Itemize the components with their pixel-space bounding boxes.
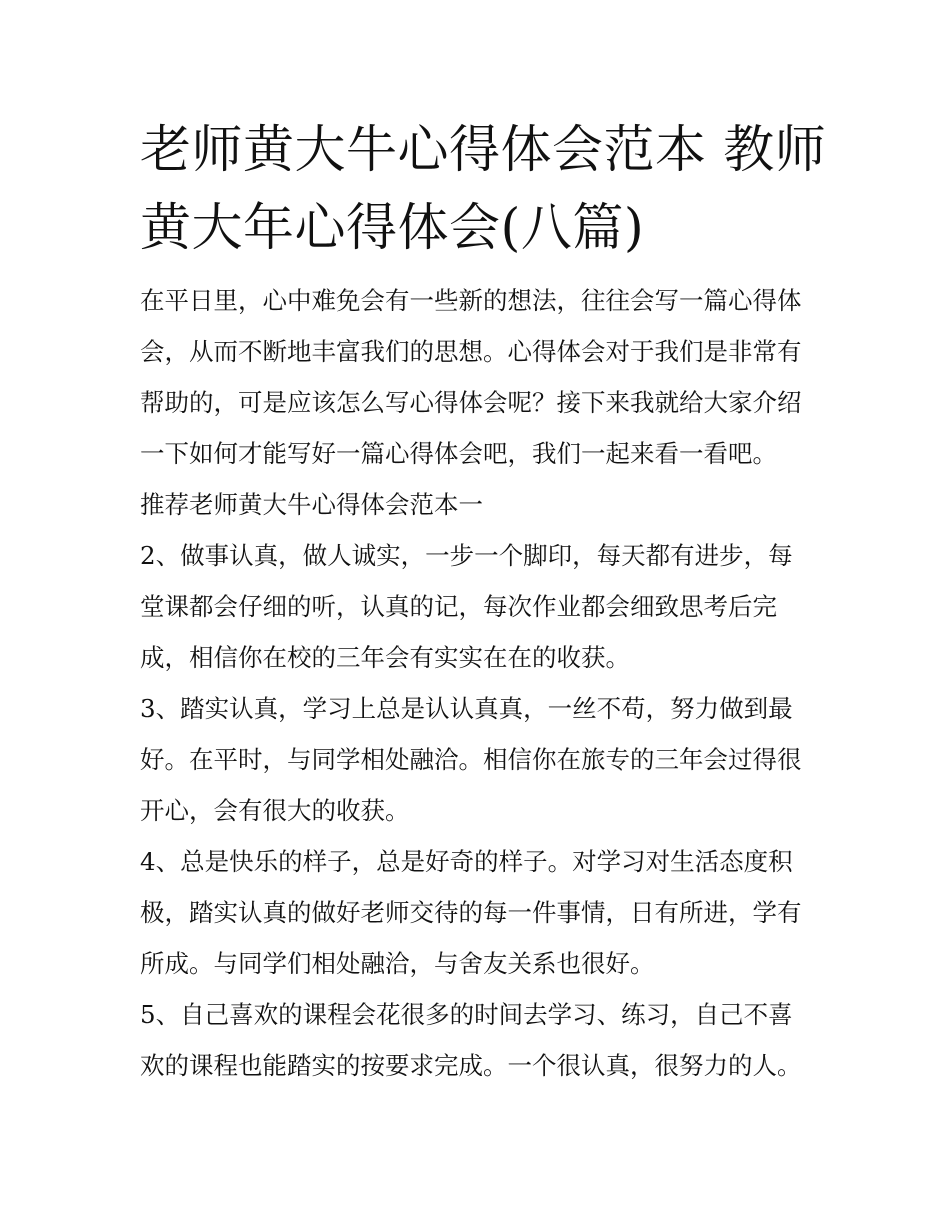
text-line: 好。在平时，与同学相处融洽。相信你在旅专的三年会过得很 <box>140 745 802 774</box>
text-line: 一下如何才能写好一篇心得体会吧，我们一起来看一看吧。 <box>140 439 777 468</box>
title-line-1: 老师黄大牛心得体会范本 教师 <box>140 121 827 180</box>
text-line: 4、总是快乐的样子，总是好奇的样子。对学习对生活态度积 <box>140 847 793 876</box>
text-line: 开心，会有很大的收获。 <box>140 796 410 825</box>
text-line: 3、踏实认真，学习上总是认认真真，一丝不苟，努力做到最 <box>140 694 793 723</box>
text-line: 成，相信你在校的三年会有实实在在的收获。 <box>140 643 630 672</box>
document-title <box>140 112 827 268</box>
text-line: 5、自己喜欢的课程会花很多的时间去学习、练习，自己不喜 <box>140 1000 793 1029</box>
text-line: 帮助的，可是应该怎么写心得体会呢？接下来我就给大家介绍 <box>140 388 802 417</box>
text-line: 堂课都会仔细的听，认真的记，每次作业都会细致思考后完 <box>140 592 777 621</box>
text-line: 会，从而不断地丰富我们的思想。心得体会对于我们是非常有 <box>140 337 802 366</box>
section-heading: 推荐老师黄大牛心得体会范本一 <box>140 490 483 519</box>
text-line: 在平日里，心中难免会有一些新的想法，往往会写一篇心得体 <box>140 286 802 315</box>
text-line: 所成。与同学们相处融洽，与舍友关系也很好。 <box>140 949 655 978</box>
text-line: 欢的课程也能踏实的按要求完成。一个很认真，很努力的人。 <box>140 1051 802 1080</box>
title-line-2: 黄大年心得体会(八篇) <box>140 199 645 258</box>
text-line: 极，踏实认真的做好老师交待的每一件事情，日有所进，学有 <box>140 898 802 927</box>
document-body <box>140 275 830 1091</box>
text-line: 2、做事认真，做人诚实，一步一个脚印，每天都有进步，每 <box>140 541 793 570</box>
